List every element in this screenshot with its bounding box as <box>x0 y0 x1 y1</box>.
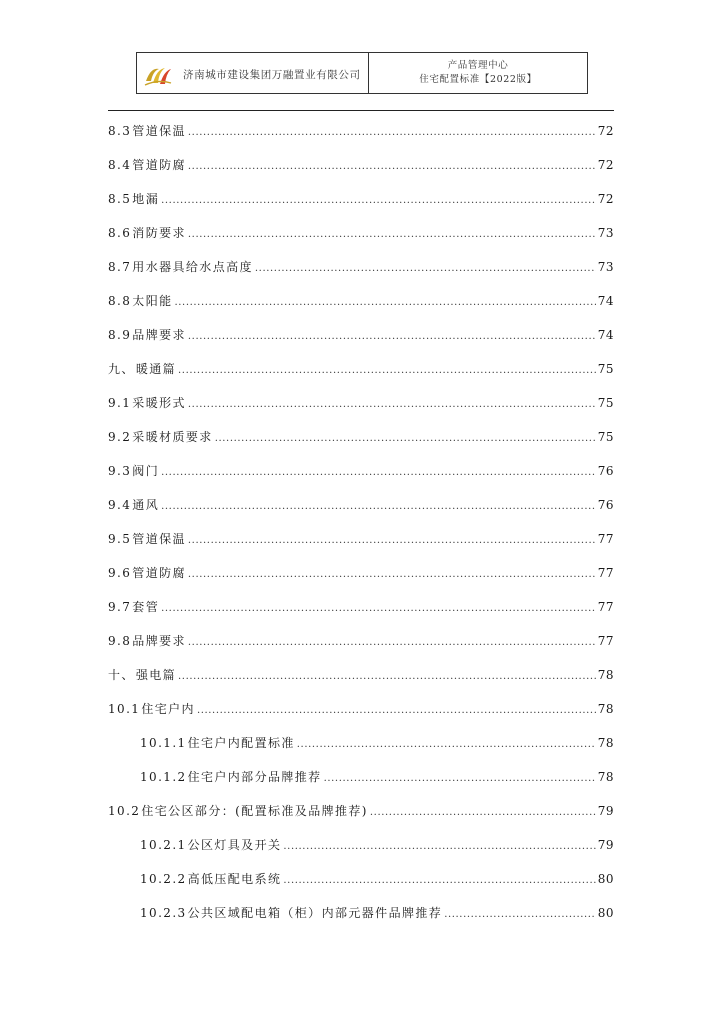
toc-entry[interactable] <box>108 428 614 462</box>
header-company-cell <box>137 53 369 93</box>
toc-entry-page-number: 75 <box>597 362 614 376</box>
toc-entry-title: 阀门 <box>132 464 160 478</box>
toc-entry-page-number: 78 <box>597 668 614 682</box>
toc-entry[interactable] <box>108 666 614 700</box>
toc-entry-number: 8.5 <box>108 192 132 206</box>
toc-entry-title: 住宅户内 <box>141 702 195 716</box>
toc-entry-number: 10.2 <box>108 804 141 818</box>
toc-dot-leader <box>370 807 596 818</box>
toc-entry-title: 采暖材质要求 <box>132 430 213 444</box>
toc-entry-title: 公区灯具及开关 <box>187 838 282 852</box>
department-name: 产品管理中心 <box>447 60 509 71</box>
toc-entry-title: 地漏 <box>132 192 160 206</box>
toc-entry-title: 高低压配电系统 <box>187 872 282 886</box>
page-header <box>136 52 588 94</box>
toc-entry-number: 10.1.1 <box>140 736 187 750</box>
toc-entry-title: 品牌要求 <box>132 634 186 648</box>
toc-dot-leader <box>188 399 596 410</box>
toc-dot-leader <box>188 161 596 172</box>
toc-dot-leader <box>161 603 596 614</box>
toc-entry-page-number: 76 <box>597 498 614 512</box>
toc-dot-leader <box>178 365 596 376</box>
table-of-contents <box>108 122 614 938</box>
toc-entry[interactable] <box>108 122 614 156</box>
toc-entry[interactable] <box>108 292 614 326</box>
toc-entry[interactable] <box>108 598 614 632</box>
toc-entry-page-number: 76 <box>597 464 614 478</box>
toc-entry-title: 暖通篇 <box>135 362 177 376</box>
toc-entry-title: 消防要求 <box>132 226 186 240</box>
toc-entry-number: 9.8 <box>108 634 132 648</box>
toc-entry-title: 住宅户内部分品牌推荐 <box>187 770 322 784</box>
toc-entry-page-number: 78 <box>597 702 614 716</box>
toc-entry-number: 9.5 <box>108 532 132 546</box>
toc-entry-page-number: 77 <box>597 566 614 580</box>
toc-entry-number: 9.4 <box>108 498 132 512</box>
toc-entry-number: 9.2 <box>108 430 132 444</box>
toc-dot-leader <box>175 297 596 308</box>
toc-entry-number: 10.2.1 <box>140 838 187 852</box>
toc-entry-page-number: 80 <box>597 906 614 920</box>
toc-entry-page-number: 80 <box>597 872 614 886</box>
toc-entry-page-number: 72 <box>597 192 614 206</box>
toc-entry-number: 8.8 <box>108 294 132 308</box>
toc-entry-title: 强电篇 <box>135 668 177 682</box>
toc-entry[interactable] <box>108 802 614 836</box>
toc-entry[interactable] <box>108 326 614 360</box>
toc-entry[interactable] <box>108 564 614 598</box>
toc-entry-number: 8.7 <box>108 260 132 274</box>
toc-entry[interactable] <box>108 462 614 496</box>
header-doc-cell <box>369 53 587 93</box>
toc-entry-page-number: 75 <box>597 430 614 444</box>
toc-dot-leader <box>297 739 596 750</box>
toc-entry-number: 9.1 <box>108 396 132 410</box>
toc-entry[interactable] <box>108 700 614 734</box>
toc-entry-number: 8.4 <box>108 158 132 172</box>
toc-entry[interactable] <box>108 190 614 224</box>
toc-entry-title: 管道保温 <box>132 124 186 138</box>
toc-entry-page-number: 73 <box>597 226 614 240</box>
toc-dot-leader <box>161 501 596 512</box>
toc-entry-number: 8.3 <box>108 124 132 138</box>
toc-dot-leader <box>188 569 596 580</box>
company-logo-icon <box>143 59 173 89</box>
toc-entry-number: 十、 <box>108 668 135 682</box>
toc-entry-title: 用水器具给水点高度 <box>132 260 253 274</box>
toc-dot-leader <box>283 875 595 886</box>
toc-entry[interactable] <box>108 496 614 530</box>
toc-entry-number: 9.6 <box>108 566 132 580</box>
toc-dot-leader <box>188 637 596 648</box>
toc-entry-title: 采暖形式 <box>132 396 186 410</box>
toc-entry-page-number: 77 <box>597 532 614 546</box>
toc-entry-page-number: 75 <box>597 396 614 410</box>
toc-entry[interactable] <box>108 530 614 564</box>
toc-dot-leader <box>197 705 596 716</box>
toc-dot-leader <box>283 841 595 852</box>
toc-entry-number: 8.6 <box>108 226 132 240</box>
toc-entry[interactable] <box>108 394 614 428</box>
toc-dot-leader <box>161 195 596 206</box>
toc-entry[interactable] <box>108 258 614 292</box>
toc-entry-title: 通风 <box>132 498 160 512</box>
toc-entry-number: 10.2.2 <box>140 872 187 886</box>
toc-entry-number: 9.3 <box>108 464 132 478</box>
toc-entry-page-number: 77 <box>597 634 614 648</box>
toc-entry[interactable] <box>108 904 614 938</box>
toc-dot-leader <box>444 909 596 920</box>
toc-entry-title: 管道保温 <box>132 532 186 546</box>
toc-entry-number: 10.2.3 <box>140 906 187 920</box>
toc-entry[interactable] <box>108 836 614 870</box>
toc-entry-title: 太阳能 <box>132 294 173 308</box>
toc-entry-number: 10.1 <box>108 702 141 716</box>
toc-entry-title: 管道防腐 <box>132 566 186 580</box>
toc-entry-title: 住宅户内配置标准 <box>187 736 295 750</box>
toc-entry-page-number: 78 <box>597 770 614 784</box>
toc-dot-leader <box>188 331 596 342</box>
toc-entry-page-number: 77 <box>597 600 614 614</box>
header-divider <box>108 110 614 111</box>
toc-entry-title: 住宅公区部分：(配置标准及品牌推荐) <box>141 804 368 818</box>
toc-entry[interactable] <box>108 768 614 802</box>
toc-dot-leader <box>188 127 596 138</box>
toc-entry-number: 8.9 <box>108 328 132 342</box>
toc-entry-page-number: 78 <box>597 736 614 750</box>
toc-entry-number: 9.7 <box>108 600 132 614</box>
toc-entry-number: 九、 <box>108 362 135 376</box>
toc-entry-number: 10.1.2 <box>140 770 187 784</box>
toc-entry-page-number: 72 <box>597 158 614 172</box>
toc-entry[interactable] <box>108 156 614 190</box>
toc-dot-leader <box>324 773 596 784</box>
toc-entry[interactable] <box>108 632 614 666</box>
toc-entry[interactable] <box>108 224 614 258</box>
toc-entry-title: 品牌要求 <box>132 328 186 342</box>
toc-entry-page-number: 73 <box>597 260 614 274</box>
toc-entry-title: 套管 <box>132 600 160 614</box>
company-name: 济南城市建设集团万融置业有限公司 <box>183 69 361 81</box>
toc-entry-page-number: 72 <box>597 124 614 138</box>
toc-entry-page-number: 79 <box>597 804 614 818</box>
toc-dot-leader <box>188 229 596 240</box>
toc-dot-leader <box>188 535 596 546</box>
toc-entry-title: 管道防腐 <box>132 158 186 172</box>
toc-entry-page-number: 79 <box>597 838 614 852</box>
document-title: 住宅配置标准【2022版】 <box>419 74 537 85</box>
toc-dot-leader <box>215 433 596 444</box>
toc-dot-leader <box>255 263 596 274</box>
toc-entry[interactable] <box>108 734 614 768</box>
toc-entry[interactable] <box>108 360 614 394</box>
toc-dot-leader <box>161 467 596 478</box>
toc-entry-page-number: 74 <box>597 294 614 308</box>
toc-entry-page-number: 74 <box>597 328 614 342</box>
toc-entry-title: 公共区域配电箱（柜）内部元器件品牌推荐 <box>187 906 443 920</box>
toc-entry[interactable] <box>108 870 614 904</box>
toc-dot-leader <box>178 671 596 682</box>
